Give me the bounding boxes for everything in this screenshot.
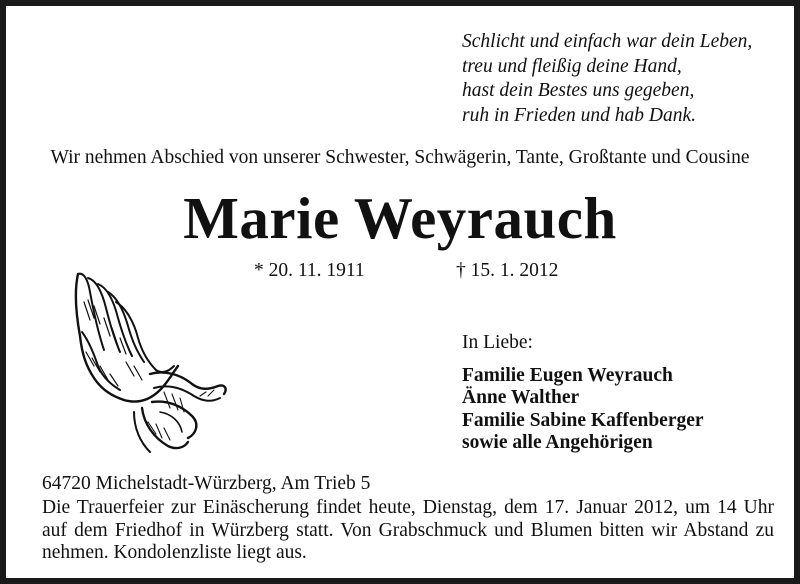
poem: [462, 30, 752, 128]
mourner-name: sowie alle Angehörigen: [462, 432, 653, 453]
mourner-name: Änne Walther: [462, 387, 580, 408]
poem-line: Schlicht und einfach war dein Leben,: [462, 31, 753, 52]
address: 64720 Michelstadt-Würzberg, Am Trieb 5: [42, 473, 371, 494]
death-date: † 15. 1. 2012: [456, 260, 559, 281]
poem-line: hast dein Bestes uns gegeben,: [462, 80, 695, 101]
birth-date: * 20. 11. 1911: [254, 260, 365, 281]
intro-text: Wir nehmen Abschied von unserer Schwester, Schwägerin, Tante, Großtante und Cousine: [50, 147, 750, 168]
mourners-block: [462, 332, 704, 455]
funeral-info: Die Trauerfeier zur Einäscherung findet heute, Dienstag, dem 17. Januar 2012, um 14 Uhr auf dem Friedhof in Würzberg statt. Von Grabschmuck und Blumen bitten wir Abstand zu nehmen. Kondolenzliste liegt aus.: [42, 497, 774, 563]
mourners-heading: In Liebe:: [462, 332, 533, 353]
mourner-name: Familie Eugen Weyrauch: [462, 364, 673, 386]
mourner-name: Familie Sabine Kaffenberger: [462, 409, 704, 431]
poem-line: treu und fleißig deine Hand,: [462, 55, 682, 77]
poem-line: ruh in Frieden und hab Dank.: [462, 104, 696, 126]
deceased-name: Marie Weyrauch: [183, 185, 617, 251]
praying-hands-icon: [64, 262, 232, 458]
